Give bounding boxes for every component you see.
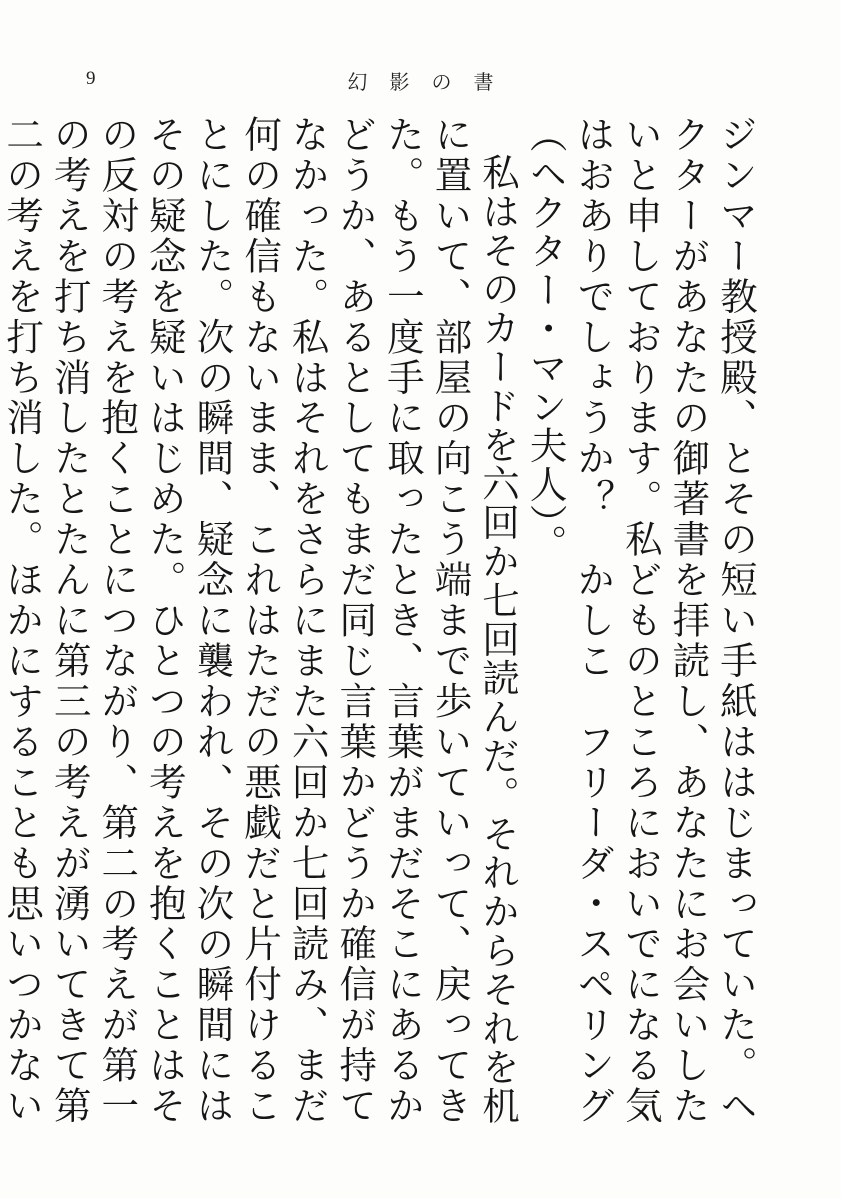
paragraph-2: 私はそのカードを六回か七回読んだ。それからそれを机に置いて、部屋の向こう端まで歩いていって、戻ってきた。もう一度手に取ったとき、言葉がまだそこにあるかどうか、あるとしてもまだ同じ言葉かどうか確信が持てなかった。私はそれをさらにまた六回か七回読み、まだ何の確信もないまま、これはただの悪戯だと片付けることにした。次の瞬間、疑念に襲われ、その次の瞬間にはその疑念を疑いはじめた。ひとつの考えを抱くことはその反対の考えを抱くことにつながり、第二の考えが第一の考えを打ち消したとたんに第三の考えが湧いてきて第二の考えを打ち消した。ほかにすることも思いつかない <box>0 115 521 1125</box>
paragraph-1: ジンマー教授殿、とその短い手紙ははじまっていた。ヘクターがあなたの御著書を拝読し、あなたにお会いしたいと申しております。私どものところにおいでになる気はおありでしょうか？ かしこ フリーダ・スペリング（ヘクター・マン夫人）。 <box>523 115 758 1125</box>
page-number: 9 <box>86 68 97 89</box>
running-head: 幻影の書 <box>347 70 516 94</box>
body-text <box>0 115 759 1125</box>
